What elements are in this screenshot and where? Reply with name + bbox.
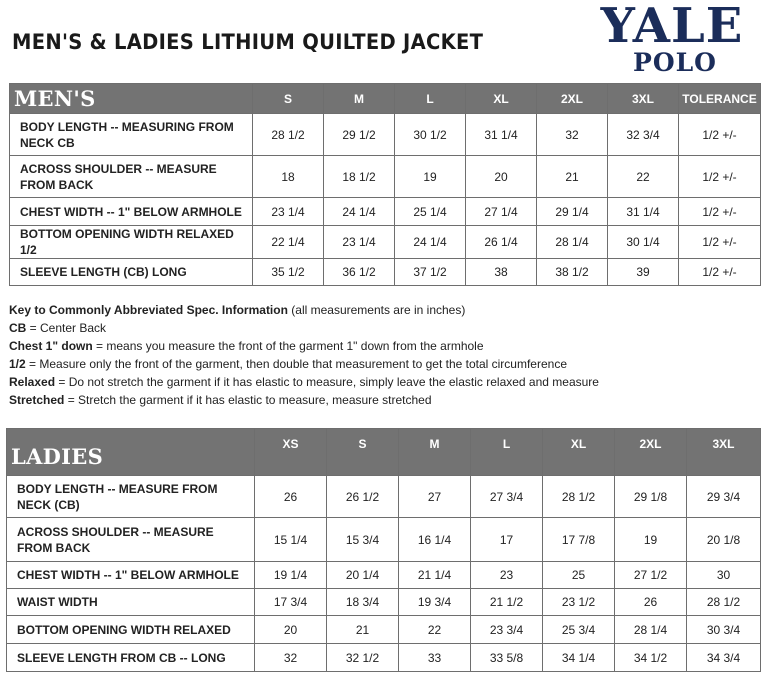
table-row [7,644,761,672]
key-term: CB [9,321,27,335]
table-cell: 21 1/2 [471,589,543,616]
table-cell: 32 1/2 [327,644,399,672]
table-cell: 27 1/4 [466,198,537,226]
table-cell: 34 1/2 [615,644,687,672]
column-header: M [324,84,395,114]
row-label: ACROSS SHOULDER -- MEASURE FROM BACK [10,156,253,198]
table-row [10,114,761,156]
table-row [7,476,761,518]
mens-section-label: MEN'S [10,84,253,114]
table-cell: 23 1/2 [543,589,615,616]
table-cell: 25 3/4 [543,616,615,644]
spec-key [9,301,599,409]
column-header: XS [255,429,327,476]
row-label: SLEEVE LENGTH (CB) LONG [10,259,253,286]
table-row [10,198,761,226]
column-header: 3XL [608,84,679,114]
ladies-header-row [7,429,761,476]
table-cell: 19 3/4 [399,589,471,616]
column-header: 3XL [687,429,761,476]
table-cell: 21 [537,156,608,198]
row-label: SLEEVE LENGTH FROM CB -- LONG [7,644,255,672]
table-row [7,616,761,644]
table-cell: 37 1/2 [395,259,466,286]
page-title: MEN'S & LADIES LITHIUM QUILTED JACKET [12,30,484,54]
table-cell: 19 [615,518,687,562]
table-row [7,562,761,589]
ladies-size-table [6,428,761,672]
table-cell: 27 3/4 [471,476,543,518]
row-label: WAIST WIDTH [7,589,255,616]
column-header: XL [466,84,537,114]
table-cell: 15 3/4 [327,518,399,562]
key-desc: = Center Back [26,321,107,335]
table-cell: 31 1/4 [608,198,679,226]
table-cell: 20 1/4 [327,562,399,589]
table-cell: 30 3/4 [687,616,761,644]
table-cell: 17 [471,518,543,562]
table-cell: 16 1/4 [399,518,471,562]
table-cell: 1/2 +/- [679,226,761,259]
table-cell: 20 1/8 [687,518,761,562]
table-cell: 29 1/2 [324,114,395,156]
table-cell: 28 1/2 [687,589,761,616]
table-cell: 17 7/8 [543,518,615,562]
table-cell: 23 1/4 [324,226,395,259]
column-header: 2XL [615,429,687,476]
key-desc: = Do not stretch the garment if it has elastic to measure, simply leave the elastic relaxed and measure [55,375,599,389]
table-cell: 30 1/2 [395,114,466,156]
table-cell: 35 1/2 [253,259,324,286]
key-desc: = means you measure the front of the garment 1" down from the armhole [92,339,484,353]
column-header: S [253,84,324,114]
table-cell: 38 1/2 [537,259,608,286]
table-cell: 31 1/4 [466,114,537,156]
table-cell: 24 1/4 [395,226,466,259]
table-row [7,518,761,562]
key-term: Relaxed [9,375,56,389]
logo-sub-text: POLO [633,48,717,77]
column-header: L [471,429,543,476]
table-cell: 32 3/4 [608,114,679,156]
table-cell: 19 1/4 [255,562,327,589]
mens-header-row [10,84,761,114]
table-cell: 17 3/4 [255,589,327,616]
table-cell: 22 1/4 [253,226,324,259]
table-cell: 25 [543,562,615,589]
table-row [7,589,761,616]
row-label: BODY LENGTH -- MEASURING FROM NECK CB [10,114,253,156]
table-row [10,259,761,286]
table-cell: 20 [255,616,327,644]
table-cell: 33 5/8 [471,644,543,672]
table-cell: 26 [255,476,327,518]
table-cell: 18 [253,156,324,198]
table-cell: 21 1/4 [399,562,471,589]
table-cell: 26 1/4 [466,226,537,259]
key-heading-line [9,301,599,319]
table-cell: 22 [608,156,679,198]
key-heading-note: (all measurements are in inches) [287,303,466,317]
table-cell: 33 [399,644,471,672]
table-cell: 20 [466,156,537,198]
table-row [10,156,761,198]
table-cell: 28 1/2 [543,476,615,518]
table-cell: 28 1/4 [537,226,608,259]
table-cell: 34 1/4 [543,644,615,672]
table-cell: 30 1/4 [608,226,679,259]
table-cell: 39 [608,259,679,286]
column-header: L [395,84,466,114]
table-cell: 28 1/4 [615,616,687,644]
column-header: S [327,429,399,476]
key-term: 1/2 [9,357,26,371]
key-desc: = Stretch the garment if it has elastic to measure, measure stretched [64,393,432,407]
table-cell: 18 1/2 [324,156,395,198]
table-cell: 1/2 +/- [679,198,761,226]
table-cell: 24 1/4 [324,198,395,226]
table-cell: 29 1/8 [615,476,687,518]
table-cell: 23 1/4 [253,198,324,226]
row-label: BOTTOM OPENING WIDTH RELAXED [7,616,255,644]
table-cell: 15 1/4 [255,518,327,562]
table-cell: 27 1/2 [615,562,687,589]
column-header: XL [543,429,615,476]
table-cell: 27 [399,476,471,518]
table-cell: 23 3/4 [471,616,543,644]
table-cell: 28 1/2 [253,114,324,156]
mens-size-table [9,83,761,286]
table-cell: 18 3/4 [327,589,399,616]
table-cell: 26 1/2 [327,476,399,518]
row-label: CHEST WIDTH -- 1" BELOW ARMHOLE [7,562,255,589]
key-desc: = Measure only the front of the garment, then double that measurement to get the total circumference [25,357,567,371]
key-heading: Key to Commonly Abbreviated Spec. Information [9,303,288,317]
table-cell: 1/2 +/- [679,156,761,198]
table-cell: 30 [687,562,761,589]
column-header: TOLERANCE [679,84,761,114]
row-label: CHEST WIDTH -- 1" BELOW ARMHOLE [10,198,253,226]
row-label: ACROSS SHOULDER -- MEASURE FROM BACK [7,518,255,562]
table-cell: 34 3/4 [687,644,761,672]
column-header: M [399,429,471,476]
table-cell: 22 [399,616,471,644]
table-cell: 29 3/4 [687,476,761,518]
key-item [9,373,599,391]
table-cell: 26 [615,589,687,616]
key-term: Chest 1" down [9,339,93,353]
column-header: 2XL [537,84,608,114]
table-row [10,226,761,259]
table-cell: 32 [537,114,608,156]
key-item [9,319,599,337]
table-cell: 38 [466,259,537,286]
row-label: BODY LENGTH -- MEASURE FROM NECK (CB) [7,476,255,518]
key-item [9,355,599,373]
table-cell: 1/2 +/- [679,114,761,156]
row-label: BOTTOM OPENING WIDTH RELAXED 1/2 [10,226,253,259]
table-cell: 32 [255,644,327,672]
table-cell: 1/2 +/- [679,259,761,286]
key-term: Stretched [9,393,65,407]
table-cell: 21 [327,616,399,644]
table-cell: 19 [395,156,466,198]
table-cell: 25 1/4 [395,198,466,226]
table-cell: 23 [471,562,543,589]
key-item [9,391,599,409]
brand-logo [582,2,762,76]
table-cell: 29 1/4 [537,198,608,226]
ladies-section-label: LADIES [7,429,255,476]
key-item [9,337,599,355]
logo-main-text: YALE [600,0,744,54]
table-cell: 36 1/2 [324,259,395,286]
